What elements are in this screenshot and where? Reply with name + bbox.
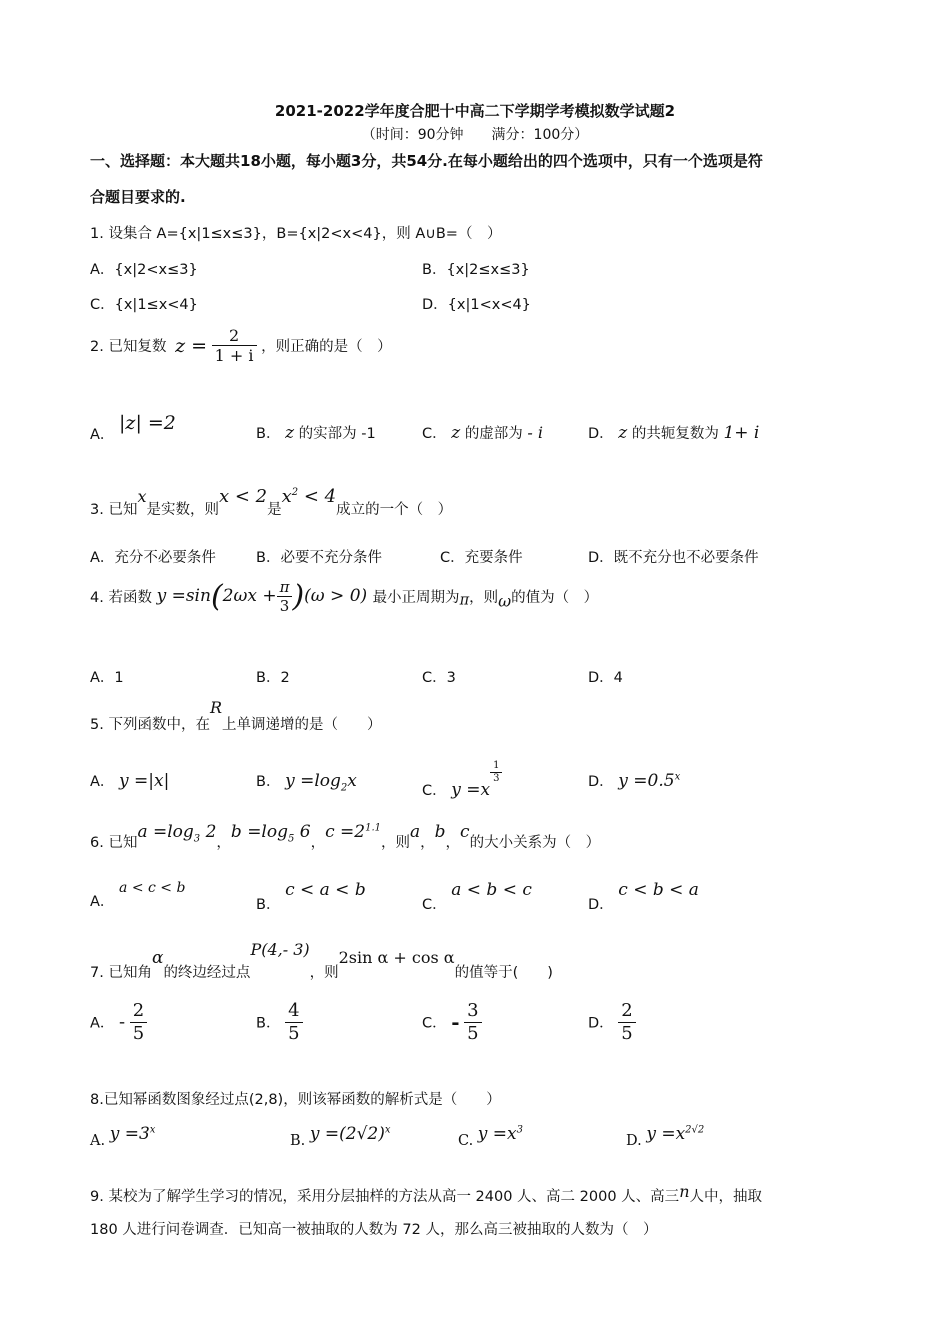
page-title: 2021-2022学年度合肥十中高二下学期学考模拟数学试题2 xyxy=(274,102,676,120)
section-heading-line2: 合题目要求的. xyxy=(90,188,186,206)
option-b-numerator: 4 xyxy=(285,1000,302,1023)
option-c-denominator: 5 xyxy=(467,1022,479,1044)
option-d-base: y =x xyxy=(646,1124,686,1144)
question-5-option-a xyxy=(90,770,169,791)
option-a-exponent: x xyxy=(149,1124,156,1136)
c-exponent: 1.1 xyxy=(365,822,382,834)
option-c-exponent xyxy=(490,760,502,785)
exam-info: （时间：90分钟 满分：100分） xyxy=(361,127,589,143)
option-d-label: D． xyxy=(588,1015,614,1032)
b-log-arg: 6 xyxy=(294,822,311,842)
question-2-numerator: 2 xyxy=(212,326,257,346)
question-3-option-c: C．充要条件 xyxy=(440,550,523,566)
question-5-option-d xyxy=(588,770,680,791)
question-9-text-b: 人中，抽取 xyxy=(689,1189,762,1205)
question-1-option-d: D．{x|1<x<4} xyxy=(422,297,531,313)
question-2-option-c xyxy=(422,422,543,443)
var-b: b xyxy=(434,822,446,842)
option-a-label: A. xyxy=(90,1133,106,1149)
omega-symbol: ω xyxy=(498,591,512,611)
question-5-option-c xyxy=(422,760,502,800)
option-b-text: 的实部为 -1 xyxy=(298,426,376,442)
omega-condition: (ω > 0) xyxy=(304,586,368,606)
question-6-mid: ，则 xyxy=(381,835,411,851)
question-7-option-d xyxy=(588,1000,636,1044)
option-d-exponent: 2√2 xyxy=(685,1124,705,1136)
question-4-mid: 最小正周期为 xyxy=(372,590,460,606)
question-4-post: 的值为（ ） xyxy=(511,590,599,606)
question-1-option-a: A．{x|2<x≤3} xyxy=(90,262,198,278)
question-7-pre: 7. 已知角 xyxy=(90,965,152,981)
function-inner: 2ωx + xyxy=(222,586,277,606)
question-7-mid2: ，则 xyxy=(309,965,339,981)
option-c-label: C． xyxy=(422,1015,447,1032)
option-a-math: a < c < b xyxy=(119,880,186,896)
option-a-math: |z| =2 xyxy=(119,412,176,434)
question-8-stem: 8.已知幂函数图象经过点(2,8)，则该幂函数的解析式是（ ） xyxy=(90,1092,501,1108)
question-7-option-b xyxy=(256,1000,303,1044)
option-c-label: C． xyxy=(422,897,447,913)
question-6-option-c xyxy=(422,880,532,914)
left-paren: ( xyxy=(210,579,223,614)
option-d-label: D． xyxy=(588,897,614,913)
option-a-label: A． xyxy=(90,427,115,443)
option-a-label: A． xyxy=(90,774,115,790)
option-b-log: y =log xyxy=(285,771,341,791)
question-3-mid1: 是实数，则 xyxy=(146,502,219,518)
question-8-option-c xyxy=(458,1124,523,1149)
option-c-math: - i xyxy=(527,423,544,442)
cond2-rest: < 4 xyxy=(298,486,337,507)
question-5-pre: 5. 下列函数中，在 xyxy=(90,717,210,733)
option-a-fraction xyxy=(130,1000,147,1044)
a-log-arg: 2 xyxy=(200,822,217,842)
a-log-base: 3 xyxy=(193,833,201,845)
question-5-option-b xyxy=(256,770,357,793)
option-a-label: A． xyxy=(90,894,115,910)
var-n: n xyxy=(679,1182,690,1201)
question-7-stem xyxy=(90,940,553,982)
option-c-base: y =x xyxy=(451,780,491,800)
option-d-fraction xyxy=(618,1000,635,1044)
question-4-stem xyxy=(90,578,598,615)
var-c: c xyxy=(460,822,470,842)
b-definition: b =log xyxy=(230,822,288,842)
option-d-label: D. xyxy=(626,1133,642,1149)
question-1-stem: 1. 设集合 A={x|1≤x≤3}，B={x|2<x<4}，则 A∪B=（ ） xyxy=(90,226,502,242)
option-c-label: C. xyxy=(458,1133,474,1149)
question-9-line1 xyxy=(90,1182,762,1206)
question-4-option-b: B．2 xyxy=(256,670,290,686)
trig-expression: 2sin α + cos α xyxy=(338,948,455,967)
question-3-stem xyxy=(90,486,452,519)
cond2-exponent: 2 xyxy=(291,487,299,498)
question-2-fraction xyxy=(212,326,257,365)
question-3-post: 成立的一个（ ） xyxy=(336,502,453,518)
option-b-base: 2 xyxy=(340,782,348,794)
option-a-sign: - xyxy=(119,1011,126,1033)
option-b-exponent: x xyxy=(384,1124,391,1136)
var-a: a xyxy=(410,822,421,842)
option-b-label: B. xyxy=(290,1133,306,1149)
option-d-math: 1+ i xyxy=(723,423,760,443)
option-d-exponent: x xyxy=(674,771,681,783)
comma-1: ， xyxy=(216,835,231,851)
question-4-pre: 4. 若函数 xyxy=(90,590,152,606)
question-2-post: ，则正确的是（ ） xyxy=(261,339,392,356)
question-6-option-d xyxy=(588,880,699,914)
question-1-option-b: B．{x|2≤x≤3} xyxy=(422,262,530,278)
question-8-option-d xyxy=(626,1124,704,1149)
option-b-label: B． xyxy=(256,774,281,790)
pi-numerator: π xyxy=(277,578,293,597)
question-8-option-b xyxy=(290,1124,391,1149)
question-4-function xyxy=(156,578,373,615)
point-P: P(4,- 3) xyxy=(250,940,310,959)
question-2-denominator: 1 + i xyxy=(214,346,254,366)
option-a-denominator: 5 xyxy=(132,1022,145,1044)
option-d-label: D． xyxy=(588,426,614,442)
question-5-R: R xyxy=(209,698,222,717)
question-4-option-c: C．3 xyxy=(422,670,456,686)
option-b-z: z xyxy=(285,423,295,443)
question-4-option-d: D．4 xyxy=(588,670,623,686)
option-c-label: C． xyxy=(422,783,447,799)
c-definition: c =2 xyxy=(325,822,366,842)
question-3-cond1: x < 2 xyxy=(218,486,268,507)
question-7-post: 的值等于( ) xyxy=(454,965,553,981)
question-6-post: 的大小关系为（ ） xyxy=(469,835,601,851)
option-b-base: y =(2√2) xyxy=(309,1124,385,1144)
option-c-sign: - xyxy=(451,1010,460,1035)
question-3-mid2: 是 xyxy=(267,502,282,518)
option-c-fraction xyxy=(464,1000,481,1044)
cond2-base: x xyxy=(281,486,292,507)
option-b-label: B． xyxy=(256,426,281,442)
b-log-base: 5 xyxy=(288,833,295,845)
question-3-option-a: A．充分不必要条件 xyxy=(90,550,216,566)
option-b-label: B． xyxy=(256,897,281,913)
right-paren: ) xyxy=(292,579,305,614)
pi-over-3 xyxy=(277,578,293,615)
sep-1: ， xyxy=(420,835,435,851)
question-9-line2: 180 人进行问卷调查．已知高一被抽取的人数为 72 人，那么高三被抽取的人数为（ ） xyxy=(90,1222,658,1238)
question-2-option-d xyxy=(588,422,759,443)
option-d-text: 的共轭复数为 xyxy=(631,426,719,442)
option-c-numerator: 3 xyxy=(464,1000,481,1023)
option-d-z: z xyxy=(618,423,628,443)
question-4-mid2: ，则 xyxy=(469,590,499,606)
question-7-mid: 的终边经过点 xyxy=(163,965,251,981)
question-9-text-a: 9. 某校为了解学生学习的情况，采用分层抽样的方法从高一 2400 人、高二 2000 人、高三 xyxy=(90,1189,680,1205)
question-2-pre: 2. 已知复数 xyxy=(90,339,167,356)
option-c-base: y =x xyxy=(477,1124,517,1144)
alpha-symbol: α xyxy=(151,948,164,968)
question-3-option-d: D．既不充分也不必要条件 xyxy=(588,550,759,566)
question-2-option-b xyxy=(256,422,376,443)
section-heading-line1: 一、选择题：本大题共18小题，每小题3分，共54分.在每小题给出的四个选项中，只有一个选项是符 xyxy=(90,152,763,170)
question-1-option-c: C．{x|1≤x<4} xyxy=(90,297,198,313)
option-d-numerator: 2 xyxy=(618,1000,635,1023)
option-c-z: z xyxy=(451,423,461,443)
option-d-denominator: 5 xyxy=(621,1022,633,1044)
exp-numerator: 1 xyxy=(490,760,502,773)
a-definition: a =log xyxy=(137,822,194,842)
option-c-math: a < b < c xyxy=(451,880,532,900)
question-5-stem xyxy=(90,698,382,734)
option-b-denominator: 5 xyxy=(288,1022,300,1044)
function-lhs: y =sin xyxy=(156,586,211,606)
question-2-stem xyxy=(90,326,392,365)
question-6-stem xyxy=(90,822,600,852)
period-pi: π xyxy=(459,592,470,609)
question-2-option-a xyxy=(90,412,176,444)
option-b-fraction xyxy=(285,1000,302,1044)
option-b-arg: x xyxy=(347,771,357,791)
question-6-option-b xyxy=(256,880,366,914)
question-3-option-b: B．必要不充分条件 xyxy=(256,550,382,566)
question-7-option-c xyxy=(422,1000,482,1044)
option-c-exponent: 3 xyxy=(516,1124,524,1136)
option-a-numerator: 2 xyxy=(130,1000,147,1023)
question-2-z: z = xyxy=(175,334,208,357)
question-6-pre: 6. 已知 xyxy=(90,835,138,851)
option-b-label: B． xyxy=(256,1015,281,1032)
option-d-base: y =0.5 xyxy=(618,771,675,791)
option-a-base: y =3 xyxy=(109,1124,150,1144)
question-4-option-a: A．1 xyxy=(90,670,124,686)
sep-2: ， xyxy=(445,835,461,851)
three-denominator: 3 xyxy=(279,597,290,615)
question-5-post: 上单调递增的是（ ） xyxy=(222,717,382,733)
question-8-option-a xyxy=(90,1124,155,1149)
option-c-text: 的虚部为 xyxy=(464,426,523,442)
option-d-math: c < b < a xyxy=(618,880,699,900)
option-b-math: c < a < b xyxy=(285,880,366,900)
option-a-label: A． xyxy=(90,1015,115,1032)
option-c-label: C． xyxy=(422,426,447,442)
option-a-math: y =|x| xyxy=(119,771,170,791)
question-3-x: x xyxy=(137,487,147,506)
question-3-cond2 xyxy=(282,486,337,507)
option-d-label: D． xyxy=(588,774,614,790)
question-3-pre: 3. 已知 xyxy=(90,502,138,518)
question-7-option-a xyxy=(90,1000,147,1044)
question-6-option-a xyxy=(90,880,185,911)
comma-2: ， xyxy=(310,835,326,851)
exp-denominator: 3 xyxy=(493,773,500,784)
